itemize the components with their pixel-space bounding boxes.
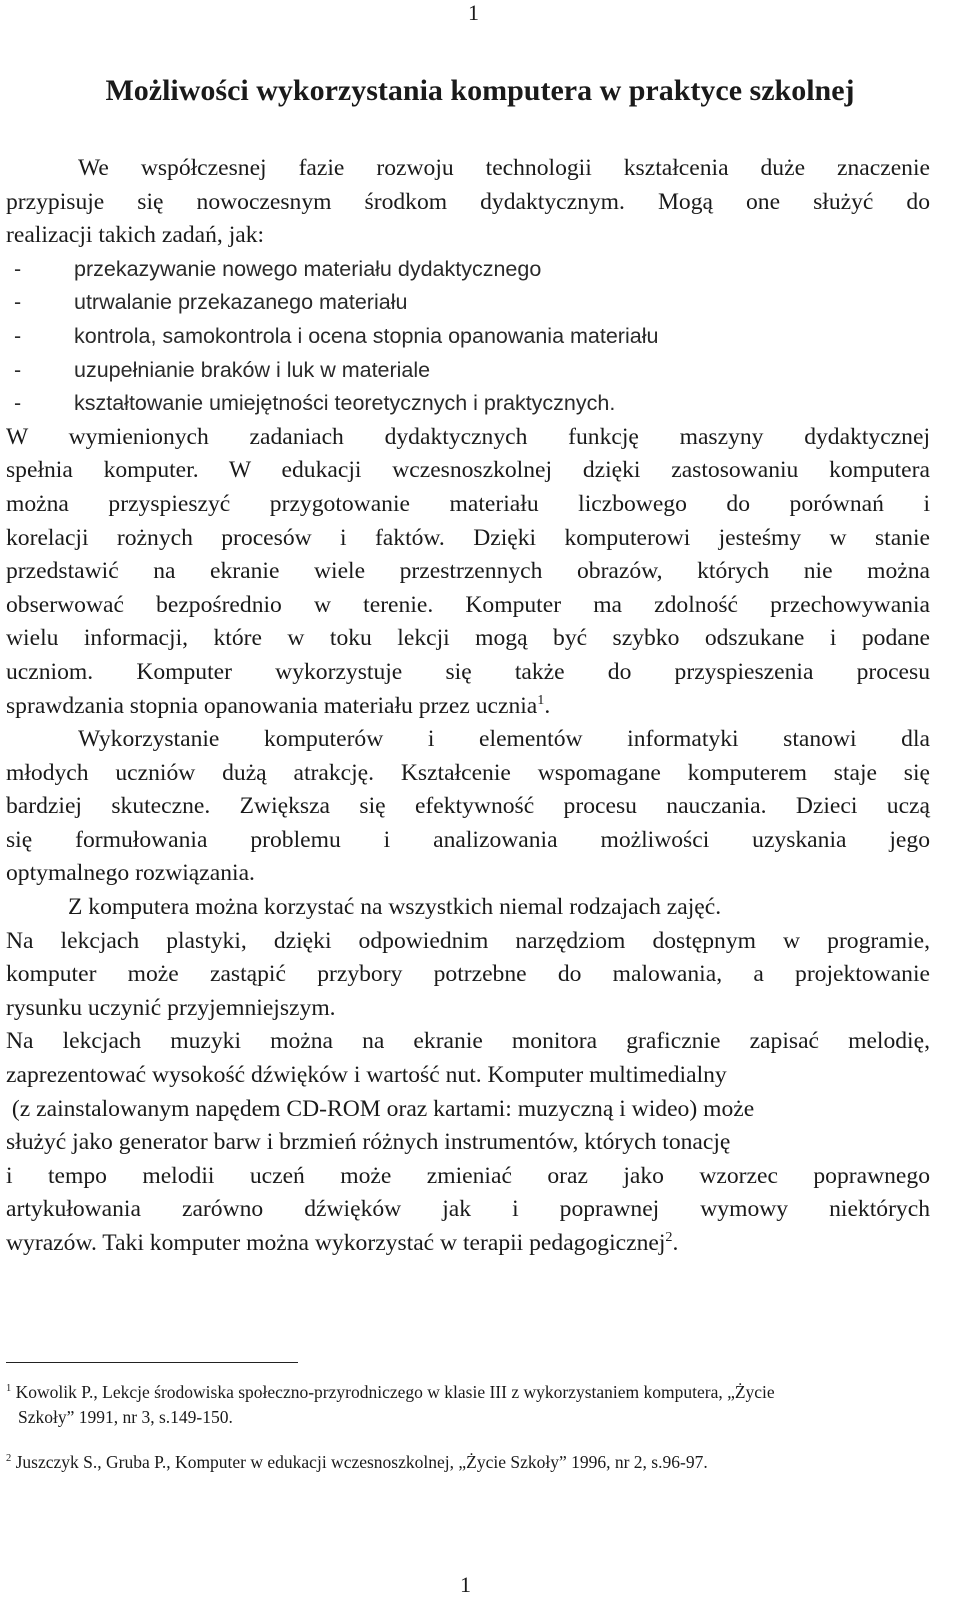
- footnote-text: Szkoły” 1991, nr 3, s.149-150.: [18, 1407, 233, 1427]
- footnote-mark: 2: [6, 1453, 12, 1465]
- text-line: optymalnego rozwiązania.: [6, 860, 255, 887]
- dash-marker: -: [14, 256, 22, 281]
- page-number-bottom: 1: [460, 1572, 471, 1597]
- footnote-text: Juszczyk S., Gruba P., Komputer w edukacji wczesnoszkolnej, „Życie Szkoły” 1996, nr 2, s.96-97.: [11, 1452, 708, 1472]
- text-line: się formułowania problemu i analizowania możliwości uzyskania jego: [6, 826, 930, 853]
- body-text: [6, 152, 930, 1261]
- text-line: obserwować bezpośrednio w terenie. Komputer ma zdolność przechowywania: [6, 591, 930, 618]
- list-item-text: utrwalanie przekazanego materiału: [74, 290, 408, 315]
- text-line: korelacji rożnych procesów i faktów. Dzięki komputerowi jesteśmy w stanie: [6, 524, 930, 551]
- footnote-ref-1: 1: [537, 691, 545, 708]
- text-line: przypisuje się nowoczesnym środkom dydaktycznym. Mogą one służyć do: [6, 188, 930, 215]
- text-line: można przyspieszyć przygotowanie materiału liczbowego do porównań i: [6, 490, 930, 517]
- page-title: Możliwości wykorzystania komputera w praktyce szkolnej: [105, 74, 855, 107]
- text-line: spełnia komputer. W edukacji wczesnoszkolnej dzięki zastosowaniu komputera: [6, 457, 930, 484]
- text-fragment: .: [544, 692, 551, 719]
- paragraph-5: [6, 1025, 930, 1260]
- paragraph-3: [6, 891, 930, 925]
- footnote-1: [6, 1380, 930, 1430]
- dash-marker: -: [14, 323, 22, 348]
- text-line: i tempo melodii uczeń może zmieniać oraz jako wzorzec poprawnego: [6, 1162, 930, 1189]
- task-list: [6, 253, 930, 421]
- list-item: [6, 387, 930, 421]
- dash-marker: -: [14, 357, 22, 382]
- footnote-separator: [6, 1362, 298, 1363]
- intro-paragraph: [6, 152, 930, 253]
- text-line: wielu informacji, które w toku lekcji mogą być szybko odszukane i podane: [6, 625, 930, 652]
- footnote-ref-2: 2: [665, 1229, 673, 1246]
- text-line: Na lekcjach muzyki można na ekranie monitora graficznie zapisać melodię,: [6, 1028, 930, 1055]
- paragraph-4: [6, 925, 930, 1026]
- text-line: (z zainstalowanym napędem CD-ROM oraz kartami: muzyczną i wideo) może: [6, 1095, 755, 1122]
- footnote-text: Kowolik P., Lekcje środowiska społeczno-przyrodniczego w klasie III z wykorzystaniem komputera, „Życie: [11, 1382, 775, 1402]
- text-line: młodych uczniów dużą atrakcję. Kształcenie wspomagane komputerem staje się: [6, 759, 930, 786]
- list-item: [6, 320, 930, 354]
- footnotes: [6, 1380, 930, 1495]
- text-line: W wymienionych zadaniach dydaktycznych funkcję maszyny dydaktycznej: [6, 423, 930, 450]
- text-line: komputer może zastąpić przybory potrzebne do malowania, a projektowanie: [6, 961, 930, 988]
- paragraph-2: [6, 723, 930, 891]
- paragraph-1: [6, 421, 930, 723]
- dash-marker: -: [14, 391, 22, 416]
- list-item: [6, 354, 930, 388]
- text-fragment: wyrazów. Taki komputer można wykorzystać w terapii pedagogicznej: [6, 1230, 666, 1256]
- text-line: służyć jako generator barw i brzmień różnych instrumentów, których tonację: [6, 1129, 731, 1156]
- text-line: bardziej skuteczne. Zwiększa się efektywność procesu nauczania. Dzieci uczą: [6, 793, 930, 820]
- text-line: [6, 1227, 930, 1261]
- text-line: [6, 690, 930, 724]
- text-line: realizacji takich zadań, jak:: [6, 222, 265, 249]
- footnote-mark: 1: [6, 1383, 12, 1395]
- list-item: [6, 253, 930, 287]
- list-item-text: przekazywanie nowego materiału dydaktycznego: [74, 256, 542, 281]
- text-line: zaprezentować wysokość dźwięków i wartość nut. Komputer multimedialny: [6, 1062, 727, 1089]
- text-line: Na lekcjach plastyki, dzięki odpowiednim narzędziom dostępnym w programie,: [6, 927, 930, 954]
- list-item-text: kontrola, samokontrola i ocena stopnia opanowania materiału: [74, 323, 659, 348]
- list-item-text: kształtowanie umiejętności teoretycznych i praktycznych.: [74, 391, 616, 416]
- page-number-top: 1: [468, 0, 479, 25]
- text-fragment: .: [672, 1230, 679, 1256]
- text-line: przedstawić na ekranie wiele przestrzennych obrazów, których nie można: [6, 558, 930, 585]
- text-line: uczniom. Komputer wykorzystuje się także do przyspieszenia procesu: [6, 658, 930, 685]
- text-line: rysunku uczynić przyjemniejszym.: [6, 994, 336, 1021]
- footnote-2: [6, 1450, 930, 1475]
- list-item-text: uzupełnianie braków i luk w materiale: [74, 357, 431, 382]
- text-line: Wykorzystanie komputerów i elementów informatyki stanowi dla: [78, 726, 930, 753]
- text-line: We współczesnej fazie rozwoju technologii kształcenia duże znaczenie: [78, 155, 930, 181]
- text-line: artykułowania zarówno dźwięków jak i poprawnej wymowy niektórych: [6, 1196, 930, 1223]
- text-line: Z komputera można korzystać na wszystkich niemal rodzajach zajęć.: [68, 894, 722, 921]
- list-item: [6, 286, 930, 320]
- dash-marker: -: [14, 290, 22, 315]
- text-fragment: sprawdzania stopnia opanowania materiału przez ucznia: [6, 692, 538, 719]
